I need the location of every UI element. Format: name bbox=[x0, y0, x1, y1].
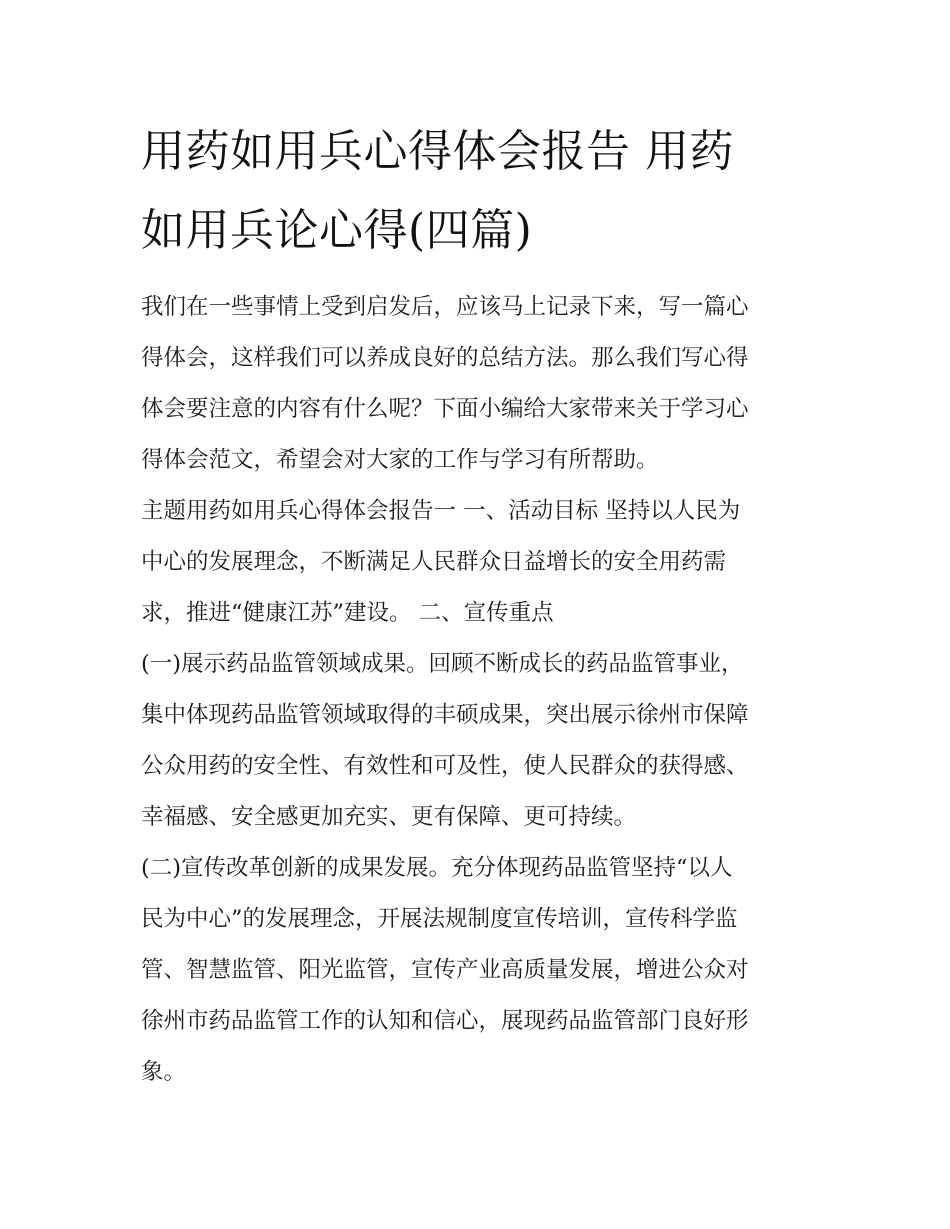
title-line: 如用兵论心得(四篇) bbox=[141, 205, 533, 256]
achievements-paragraph bbox=[141, 639, 813, 843]
paragraph-line: 民为中心”的发展理念，开展法规制度宣传培训，宣传科学监 bbox=[141, 906, 738, 932]
paragraph-line: 求，推进“健康江苏”建设。 二、宣传重点 bbox=[141, 600, 554, 626]
activity-goal-paragraph bbox=[141, 486, 813, 639]
document-title bbox=[141, 112, 813, 270]
paragraph-line: 徐州市药品监管工作的认知和信心，展现药品监管部门良好形 bbox=[141, 1008, 749, 1034]
paragraph-line: 体会要注意的内容有什么呢？下面小编给大家带来关于学习心 bbox=[141, 396, 749, 422]
paragraph-line: 我们在一些事情上受到启发后，应该马上记录下来，写一篇心 bbox=[141, 294, 749, 320]
paragraph-line: (一)展示药品监管领域成果。回顾不断成长的药品监管事业， bbox=[141, 651, 744, 677]
paragraph-line: 得体会范文，希望会对大家的工作与学习有所帮助。 bbox=[141, 447, 659, 473]
paragraph-line: 象。 bbox=[141, 1059, 187, 1085]
paragraph-line: 公众用药的安全性、有效性和可及性，使人民群众的获得感、 bbox=[141, 753, 749, 779]
document-page bbox=[141, 112, 813, 1098]
paragraph-line: 幸福感、安全感更加充实、更有保障、更可持续。 bbox=[141, 804, 637, 830]
paragraph-line: 中心的发展理念，不断满足人民群众日益增长的安全用药需 bbox=[141, 549, 727, 575]
paragraph-line: 得体会，这样我们可以养成良好的总结方法。那么我们写心得 bbox=[141, 345, 749, 371]
title-line: 用药如用兵心得体会报告 用药 bbox=[141, 126, 734, 177]
paragraph-line: 集中体现药品监管领域取得的丰硕成果，突出展示徐州市保障 bbox=[141, 702, 749, 728]
paragraph-line: 管、智慧监管、阳光监管，宣传产业高质量发展，增进公众对 bbox=[141, 957, 749, 983]
paragraph-line: 主题用药如用兵心得体会报告一 一、活动目标 坚持以人民为 bbox=[141, 498, 741, 524]
intro-paragraph bbox=[141, 282, 813, 486]
reform-paragraph bbox=[141, 843, 813, 1098]
paragraph-line: (二)宣传改革创新的成果发展。充分体现药品监管坚持“以人 bbox=[141, 855, 733, 881]
